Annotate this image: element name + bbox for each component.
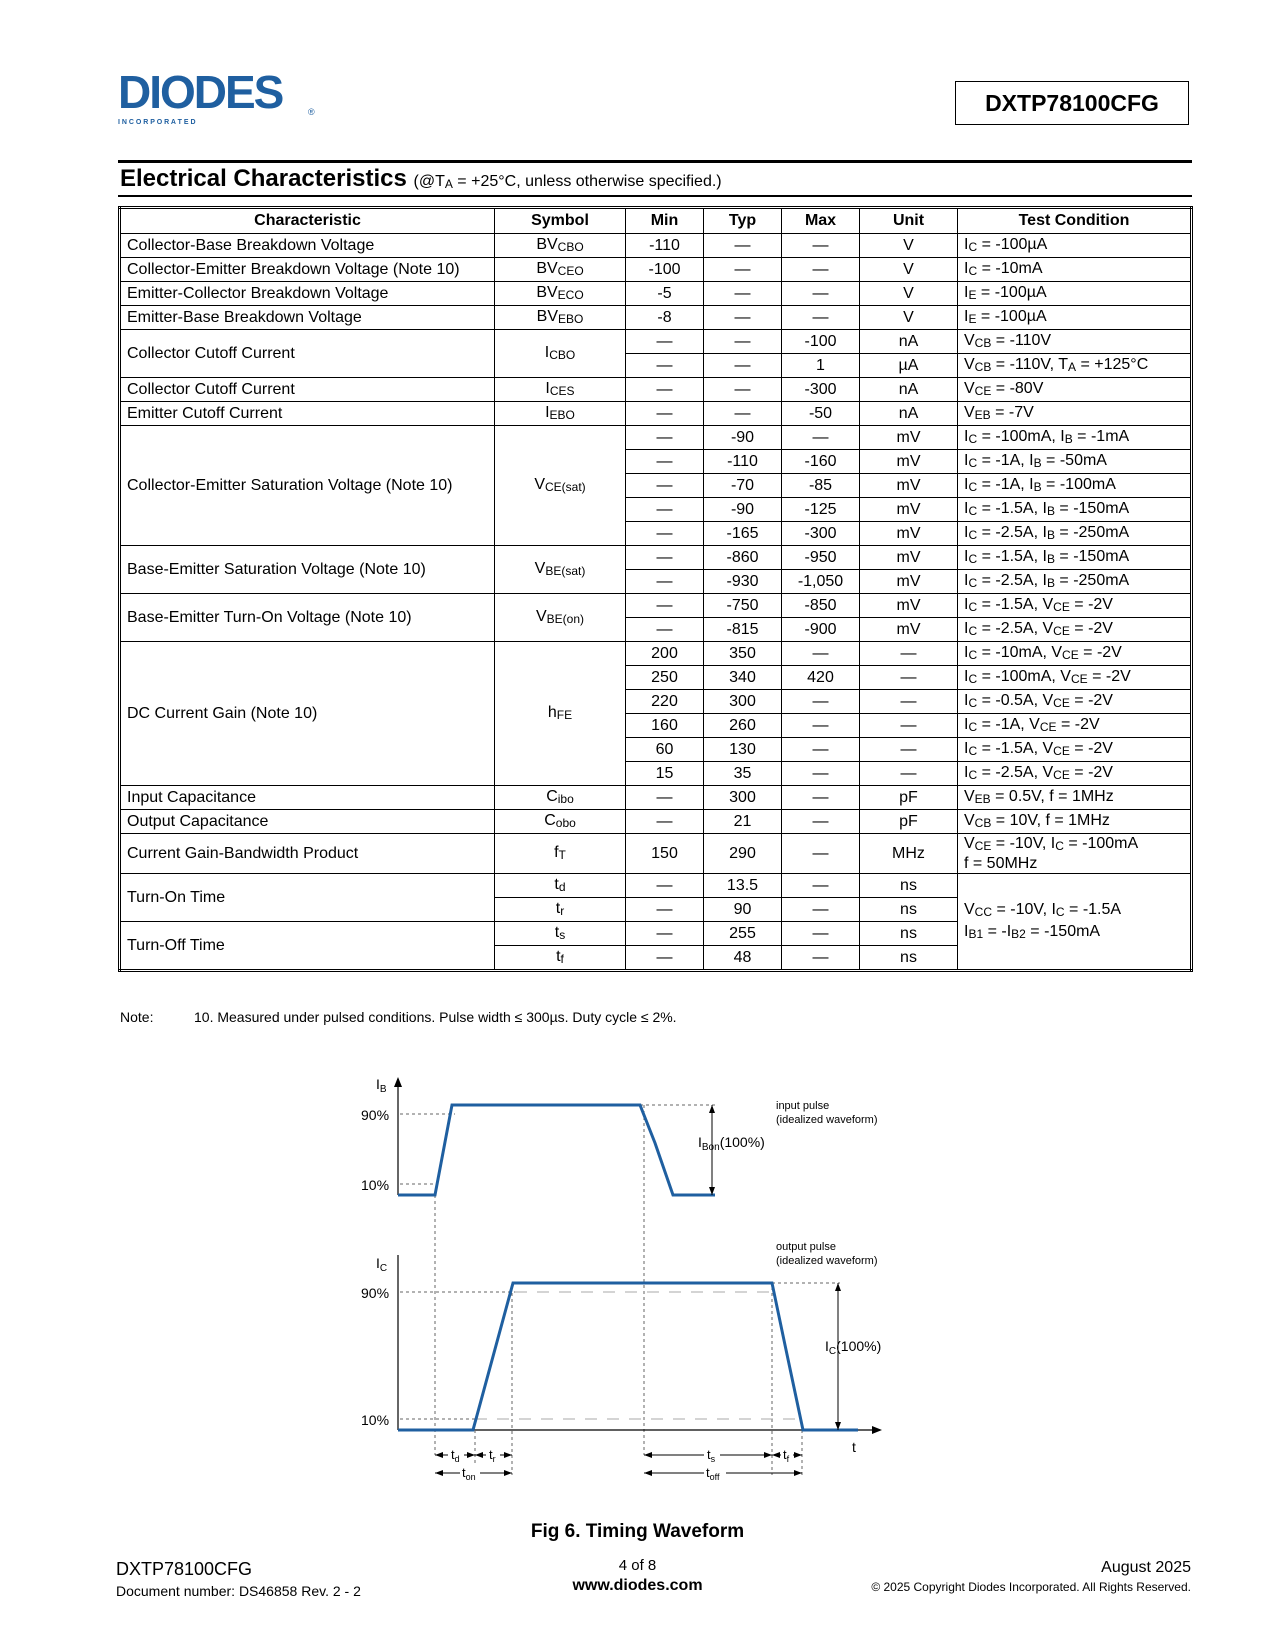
output-pulse-line — [398, 1283, 858, 1430]
test-condition-cell: $I_C = -2.5A$, $I_B = -250mA$ — [958, 522, 1192, 546]
symbol-cell: $C_{obo}$ — [495, 810, 626, 834]
min-cell: — — [626, 498, 704, 522]
section-rule-bottom — [118, 195, 1192, 197]
unit-cell: MHz — [860, 834, 958, 874]
td-label: $t_d$ — [451, 1447, 460, 1464]
unit-cell: — — [860, 762, 958, 786]
max-cell: — — [782, 234, 860, 258]
unit-cell: nA — [860, 378, 958, 402]
max-cell: — — [782, 690, 860, 714]
characteristic-cell: Emitter-Collector Breakdown Voltage — [120, 282, 495, 306]
max-cell: — — [782, 874, 860, 898]
unit-cell: V — [860, 234, 958, 258]
typ-cell: — — [704, 354, 782, 378]
symbol-cell: $I_{EBO}$ — [495, 402, 626, 426]
table-body — [120, 234, 1192, 971]
typ-cell: 300 — [704, 786, 782, 810]
table-row — [120, 786, 1192, 810]
characteristic-cell: DC Current Gain (Note 10) — [120, 642, 495, 786]
characteristic-cell: Collector Cutoff Current — [120, 378, 495, 402]
test-condition-cell: $I_C = -0.5A$, $V_{CE} = -2V$ — [958, 690, 1192, 714]
max-cell: — — [782, 922, 860, 946]
characteristic-cell: Collector-Base Breakdown Voltage — [120, 234, 495, 258]
footer-date: August 2025 — [1101, 1559, 1191, 1576]
note-text: 10. Measured under pulsed conditions. Pulse width ≤ 300µs. Duty cycle ≤ 2%. — [194, 1009, 677, 1025]
unit-cell: µA — [860, 354, 958, 378]
table-header-row — [120, 208, 1192, 234]
unit-cell: mV — [860, 498, 958, 522]
unit-cell: ns — [860, 946, 958, 971]
table-row — [120, 810, 1192, 834]
typ-cell: -930 — [704, 570, 782, 594]
test-condition-cell: $I_C = -1A$, $I_B = -50mA$ — [958, 450, 1192, 474]
characteristic-cell: Emitter Cutoff Current — [120, 402, 495, 426]
test-condition-cell: $V_{CB} = 10V$, f = 1MHz — [958, 810, 1192, 834]
unit-cell: nA — [860, 330, 958, 354]
tf-label: $t_f$ — [783, 1447, 790, 1464]
min-cell: 250 — [626, 666, 704, 690]
unit-cell: mV — [860, 618, 958, 642]
typ-cell: 21 — [704, 810, 782, 834]
max-cell: -125 — [782, 498, 860, 522]
column-header: Max — [782, 208, 860, 234]
symbol-cell: $I_{CBO}$ — [495, 330, 626, 378]
max-cell: — — [782, 946, 860, 971]
symbol-cell: $I_{CES}$ — [495, 378, 626, 402]
max-cell: — — [782, 834, 860, 874]
symbol-cell: $t_f$ — [495, 946, 626, 971]
table-row — [120, 234, 1192, 258]
min-cell: — — [626, 546, 704, 570]
time-axis-arrow — [872, 1426, 882, 1434]
max-cell: — — [782, 426, 860, 450]
typ-cell: 35 — [704, 762, 782, 786]
typ-cell: -110 — [704, 450, 782, 474]
min-cell: — — [626, 786, 704, 810]
unit-cell: mV — [860, 450, 958, 474]
max-cell: — — [782, 642, 860, 666]
typ-cell: 340 — [704, 666, 782, 690]
typ-cell: — — [704, 306, 782, 330]
symbol-cell: $V_{BE(sat)}$ — [495, 546, 626, 594]
min-cell: — — [626, 402, 704, 426]
ib-axis-label: $I_B$ — [376, 1076, 387, 1095]
min-cell: 220 — [626, 690, 704, 714]
test-condition-cell: $V_{CC} = -10V$, $I_C = -1.5A$ $I_{B1} = -I_{B2} = -150mA$ — [958, 874, 1192, 971]
characteristic-cell: Emitter-Base Breakdown Voltage — [120, 306, 495, 330]
unit-cell: — — [860, 666, 958, 690]
table-row — [120, 546, 1192, 570]
min-cell: — — [626, 618, 704, 642]
table-row — [120, 378, 1192, 402]
typ-cell: 13.5 — [704, 874, 782, 898]
max-cell: -50 — [782, 402, 860, 426]
test-condition-cell: $I_C = -100\mu A$ — [958, 234, 1192, 258]
section-condition: ($@T_A = +25^\circ C$, unless otherwise specified.) — [413, 173, 722, 191]
max-cell: — — [782, 738, 860, 762]
footer-part-number: DXTP78100CFG — [116, 1559, 253, 1579]
column-header: Symbol — [495, 208, 626, 234]
test-condition-cell: $I_C = -1.5A$, $I_B = -150mA$ — [958, 546, 1192, 570]
table-row — [120, 330, 1192, 354]
typ-cell: — — [704, 402, 782, 426]
ibon-label: $I_{Bon}(100\%)$ — [698, 1134, 765, 1153]
unit-cell: mV — [860, 474, 958, 498]
typ-cell: -750 — [704, 594, 782, 618]
test-condition-cell: $I_C = -1.5A$, $I_B = -150mA$ — [958, 498, 1192, 522]
min-cell: -110 — [626, 234, 704, 258]
ib-90-label: 90% — [361, 1107, 390, 1123]
symbol-cell: $C_{ibo}$ — [495, 786, 626, 810]
typ-cell: -165 — [704, 522, 782, 546]
table-row — [120, 594, 1192, 618]
typ-cell: — — [704, 234, 782, 258]
test-condition-cell: $I_C = -100mA$, $I_B = -1mA$ — [958, 426, 1192, 450]
min-cell: -8 — [626, 306, 704, 330]
min-cell: 60 — [626, 738, 704, 762]
symbol-cell: $V_{BE(on)}$ — [495, 594, 626, 642]
min-cell: — — [626, 946, 704, 971]
symbol-cell: $h_{FE}$ — [495, 642, 626, 786]
characteristic-cell: Current Gain-Bandwidth Product — [120, 834, 495, 874]
unit-cell: mV — [860, 546, 958, 570]
min-cell: — — [626, 330, 704, 354]
max-cell: -300 — [782, 378, 860, 402]
characteristic-cell: Input Capacitance — [120, 786, 495, 810]
max-cell: -100 — [782, 330, 860, 354]
characteristic-cell: Base-Emitter Turn-On Voltage (Note 10) — [120, 594, 495, 642]
column-header: Unit — [860, 208, 958, 234]
table-note — [120, 1009, 677, 1025]
typ-cell: -70 — [704, 474, 782, 498]
test-condition-cell: $V_{CE} = -10V$, $I_C = -100mA$ f = 50MHz — [958, 834, 1192, 874]
max-cell: — — [782, 810, 860, 834]
min-cell: 200 — [626, 642, 704, 666]
unit-cell: mV — [860, 522, 958, 546]
ts-label: $t_s$ — [707, 1447, 716, 1464]
ic-100-label: $I_C(100\%)$ — [825, 1338, 882, 1357]
unit-cell: ns — [860, 922, 958, 946]
test-condition-cell: $V_{EB} = 0.5V$, f = 1MHz — [958, 786, 1192, 810]
column-header: Typ — [704, 208, 782, 234]
max-cell: — — [782, 258, 860, 282]
table-row — [120, 402, 1192, 426]
min-cell: — — [626, 378, 704, 402]
ic-90-label: 90% — [361, 1285, 390, 1301]
column-header: Min — [626, 208, 704, 234]
min-cell: — — [626, 874, 704, 898]
min-cell: — — [626, 594, 704, 618]
typ-cell: 90 — [704, 898, 782, 922]
unit-cell: mV — [860, 426, 958, 450]
typ-cell: 255 — [704, 922, 782, 946]
typ-cell: -90 — [704, 426, 782, 450]
typ-cell: 290 — [704, 834, 782, 874]
unit-cell: — — [860, 642, 958, 666]
min-cell: 150 — [626, 834, 704, 874]
max-cell: — — [782, 306, 860, 330]
max-cell: — — [782, 786, 860, 810]
min-cell: -5 — [626, 282, 704, 306]
typ-cell: — — [704, 378, 782, 402]
characteristic-cell: Collector Cutoff Current — [120, 330, 495, 378]
min-cell: -100 — [626, 258, 704, 282]
characteristic-cell: Output Capacitance — [120, 810, 495, 834]
logo-sub: I N C O R P O R A T E D — [118, 119, 196, 126]
typ-cell: 300 — [704, 690, 782, 714]
test-condition-cell: $I_E = -100\mu A$ — [958, 306, 1192, 330]
unit-cell: V — [860, 282, 958, 306]
table-row — [120, 642, 1192, 666]
characteristic-cell: Turn-Off Time — [120, 922, 495, 971]
symbol-cell: $BV_{CEO}$ — [495, 258, 626, 282]
column-header: Characteristic — [120, 208, 495, 234]
electrical-characteristics-table — [118, 206, 1193, 972]
min-cell: — — [626, 474, 704, 498]
typ-cell: 350 — [704, 642, 782, 666]
diodes-logo — [118, 70, 333, 126]
ib-10-label: 10% — [361, 1177, 390, 1193]
typ-cell: -860 — [704, 546, 782, 570]
max-cell: -900 — [782, 618, 860, 642]
section-title — [120, 165, 722, 193]
max-cell: -85 — [782, 474, 860, 498]
unit-cell: mV — [860, 594, 958, 618]
max-cell: — — [782, 282, 860, 306]
symbol-cell: $t_d$ — [495, 874, 626, 898]
time-axis-label: t — [852, 1439, 856, 1455]
max-cell: — — [782, 762, 860, 786]
typ-cell: 48 — [704, 946, 782, 971]
min-cell: — — [626, 354, 704, 378]
column-header: Test Condition — [958, 208, 1192, 234]
note-label: Note: — [120, 1009, 154, 1025]
symbol-cell: $V_{CE(sat)}$ — [495, 426, 626, 546]
output-pulse-sublabel: (idealized waveform) — [776, 1255, 878, 1267]
unit-cell: ns — [860, 898, 958, 922]
min-cell: — — [626, 898, 704, 922]
characteristic-cell: Collector-Emitter Saturation Voltage (Note 10) — [120, 426, 495, 546]
characteristic-cell: Collector-Emitter Breakdown Voltage (Note 10) — [120, 258, 495, 282]
ib-axis-arrow — [394, 1077, 402, 1087]
max-cell: 1 — [782, 354, 860, 378]
input-pulse-label: input pulse — [776, 1100, 830, 1112]
min-cell: 160 — [626, 714, 704, 738]
table-row — [120, 834, 1192, 874]
test-condition-cell: $V_{CB} = -110V$, $T_A = +125^\circ C$ — [958, 354, 1192, 378]
characteristic-cell: Turn-On Time — [120, 874, 495, 922]
test-condition-cell: $I_C = -10mA$, $V_{CE} = -2V$ — [958, 642, 1192, 666]
symbol-cell: $BV_{CBO}$ — [495, 234, 626, 258]
typ-cell: — — [704, 258, 782, 282]
typ-cell: — — [704, 282, 782, 306]
test-condition-cell: $V_{CB} = -110V$ — [958, 330, 1192, 354]
unit-cell: mV — [860, 570, 958, 594]
output-pulse-label: output pulse — [776, 1241, 836, 1253]
logo-reg: ® — [308, 107, 315, 117]
unit-cell: pF — [860, 786, 958, 810]
typ-cell: -815 — [704, 618, 782, 642]
min-cell: — — [626, 810, 704, 834]
footer-copyright: © 2025 Copyright Diodes Incorporated. All Rights Reserved. — [871, 1580, 1191, 1594]
min-cell: — — [626, 922, 704, 946]
toff-label: $t_{off}$ — [706, 1465, 720, 1482]
footer-page-number: 4 of 8 — [618, 1557, 657, 1574]
logo-text: DIODES — [118, 70, 283, 118]
table-row — [120, 874, 1192, 898]
tr-label: $t_r$ — [489, 1447, 496, 1464]
max-cell: -1,050 — [782, 570, 860, 594]
ton-label: $t_{on}$ — [462, 1465, 476, 1482]
test-condition-cell: $I_C = -1.5A$, $V_{CE} = -2V$ — [958, 594, 1192, 618]
part-number-box: DXTP78100CFG — [955, 81, 1189, 125]
ic-axis-label: $I_C$ — [376, 1255, 388, 1274]
section-rule-top — [118, 160, 1192, 163]
footer-document-number: Document number: DS46858 Rev. 2 - 2 — [116, 1583, 361, 1599]
unit-cell: V — [860, 306, 958, 330]
test-condition-cell: $I_C = -100mA$, $V_{CE} = -2V$ — [958, 666, 1192, 690]
footer-website-link[interactable]: www.diodes.com — [572, 1577, 703, 1594]
figure-caption: Fig 6. Timing Waveform — [530, 1521, 745, 1542]
test-condition-cell: $I_C = -1A$, $I_B = -100mA$ — [958, 474, 1192, 498]
characteristic-cell: Base-Emitter Saturation Voltage (Note 10) — [120, 546, 495, 594]
typ-cell: -90 — [704, 498, 782, 522]
max-cell: 420 — [782, 666, 860, 690]
test-condition-cell: $I_C = -2.5A$, $V_{CE} = -2V$ — [958, 762, 1192, 786]
max-cell: -160 — [782, 450, 860, 474]
unit-cell: pF — [860, 810, 958, 834]
test-condition-cell: $V_{EB} = -7V$ — [958, 402, 1192, 426]
symbol-cell: $BV_{ECO}$ — [495, 282, 626, 306]
table-row — [120, 282, 1192, 306]
min-cell: — — [626, 450, 704, 474]
symbol-cell: $f_T$ — [495, 834, 626, 874]
unit-cell: — — [860, 714, 958, 738]
typ-cell: — — [704, 330, 782, 354]
timing-waveform-figure — [360, 1075, 940, 1505]
symbol-cell: $t_s$ — [495, 922, 626, 946]
table-row — [120, 258, 1192, 282]
unit-cell: — — [860, 738, 958, 762]
min-cell: — — [626, 426, 704, 450]
test-condition-cell: $I_C = -1A$, $V_{CE} = -2V$ — [958, 714, 1192, 738]
table-row — [120, 426, 1192, 450]
test-condition-cell: $I_C = -2.5A$, $I_B = -250mA$ — [958, 570, 1192, 594]
max-cell: — — [782, 714, 860, 738]
min-cell: — — [626, 570, 704, 594]
min-cell: — — [626, 522, 704, 546]
test-condition-cell: $V_{CE} = -80V$ — [958, 378, 1192, 402]
table-row — [120, 306, 1192, 330]
max-cell: -950 — [782, 546, 860, 570]
max-cell: — — [782, 898, 860, 922]
unit-cell: V — [860, 258, 958, 282]
max-cell: -300 — [782, 522, 860, 546]
section-title-text: Electrical Characteristics — [120, 165, 407, 192]
unit-cell: nA — [860, 402, 958, 426]
unit-cell: — — [860, 690, 958, 714]
test-condition-cell: $I_C = -1.5A$, $V_{CE} = -2V$ — [958, 738, 1192, 762]
input-pulse-line — [398, 1105, 715, 1195]
symbol-cell: $t_r$ — [495, 898, 626, 922]
min-cell: 15 — [626, 762, 704, 786]
unit-cell: ns — [860, 874, 958, 898]
test-condition-cell: $I_C = -2.5A$, $V_{CE} = -2V$ — [958, 618, 1192, 642]
ic-10-label: 10% — [361, 1412, 390, 1428]
test-condition-cell: $I_E = -100\mu A$ — [958, 282, 1192, 306]
max-cell: -850 — [782, 594, 860, 618]
typ-cell: 260 — [704, 714, 782, 738]
test-condition-cell: $I_C = -10mA$ — [958, 258, 1192, 282]
symbol-cell: $BV_{EBO}$ — [495, 306, 626, 330]
typ-cell: 130 — [704, 738, 782, 762]
input-pulse-sublabel: (idealized waveform) — [776, 1114, 878, 1126]
